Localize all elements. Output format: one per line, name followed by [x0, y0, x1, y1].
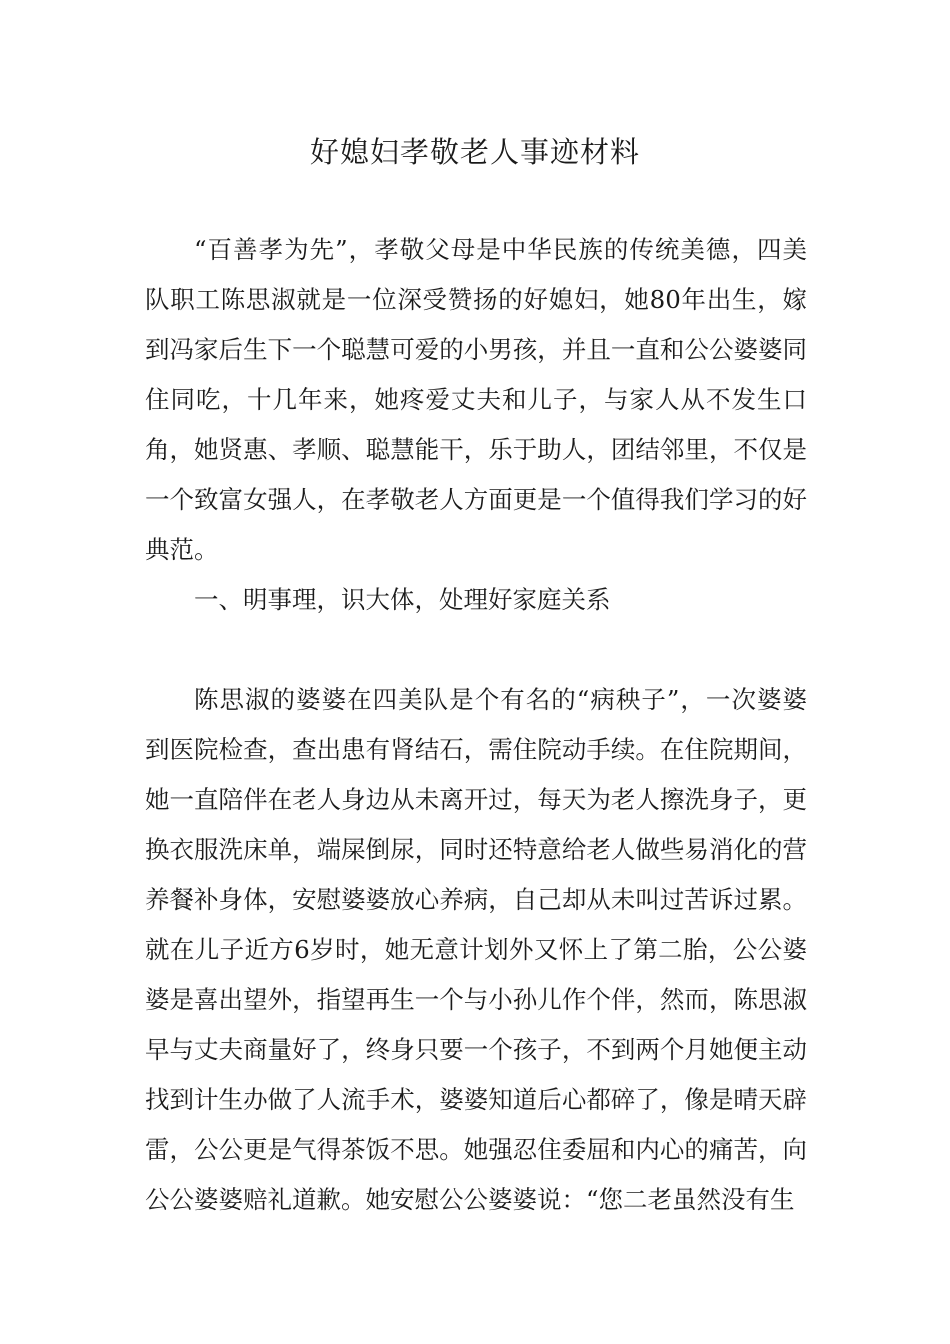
- intro-paragraph: “百善孝为先”，孝敬父母是中华民族的传统美德，四美队职工陈思淑就是一位深受赞扬的好媳妇，她80年出生，嫁到冯家后生下一个聪慧可爱的小男孩，并且一直和公公婆婆同住同吃，十几年来，她疼爱丈夫和儿子，与家人从不发生口角，她贤惠、孝顺、聪慧能干，乐于助人，团结邻里，不仅是一个致富女强人，在孝敬老人方面更是一个值得我们学习的好典范。: [145, 235, 807, 564]
- section-heading: 一、明事理，识大体，处理好家庭关系: [194, 585, 611, 614]
- document-title: 好媳妇孝敬老人事迹材料: [309, 135, 640, 169]
- section-body-paragraph: 陈思淑的婆婆在四美队是个有名的“病秧子”，一次婆婆到医院检查，查出患有肾结石，需住院动手续。在住院期间，她一直陪伴在老人身边从未离开过，每天为老人擦洗身子，更换衣服洗床单，端屎倒尿，同时还特意给老人做些易消化的营养餐补身体，安慰婆婆放心养病，自己却从未叫过苦诉过累。就在儿子近方6岁时，她无意计划外又怀上了第二胎，公公婆婆是喜出望外，指望再生一个与小孙儿作个伴，然而，陈思淑早与丈夫商量好了，终身只要一个孩子，不到两个月她便主动找到计生办做了人流手术，婆婆知道后心都碎了，像是晴天辟雷，公公更是气得茶饭不思。她强忍住委屈和内心的痛苦，向公公婆婆赔礼道歉。她安慰公公婆婆说：“您二老虽然没有生: [145, 685, 807, 1214]
